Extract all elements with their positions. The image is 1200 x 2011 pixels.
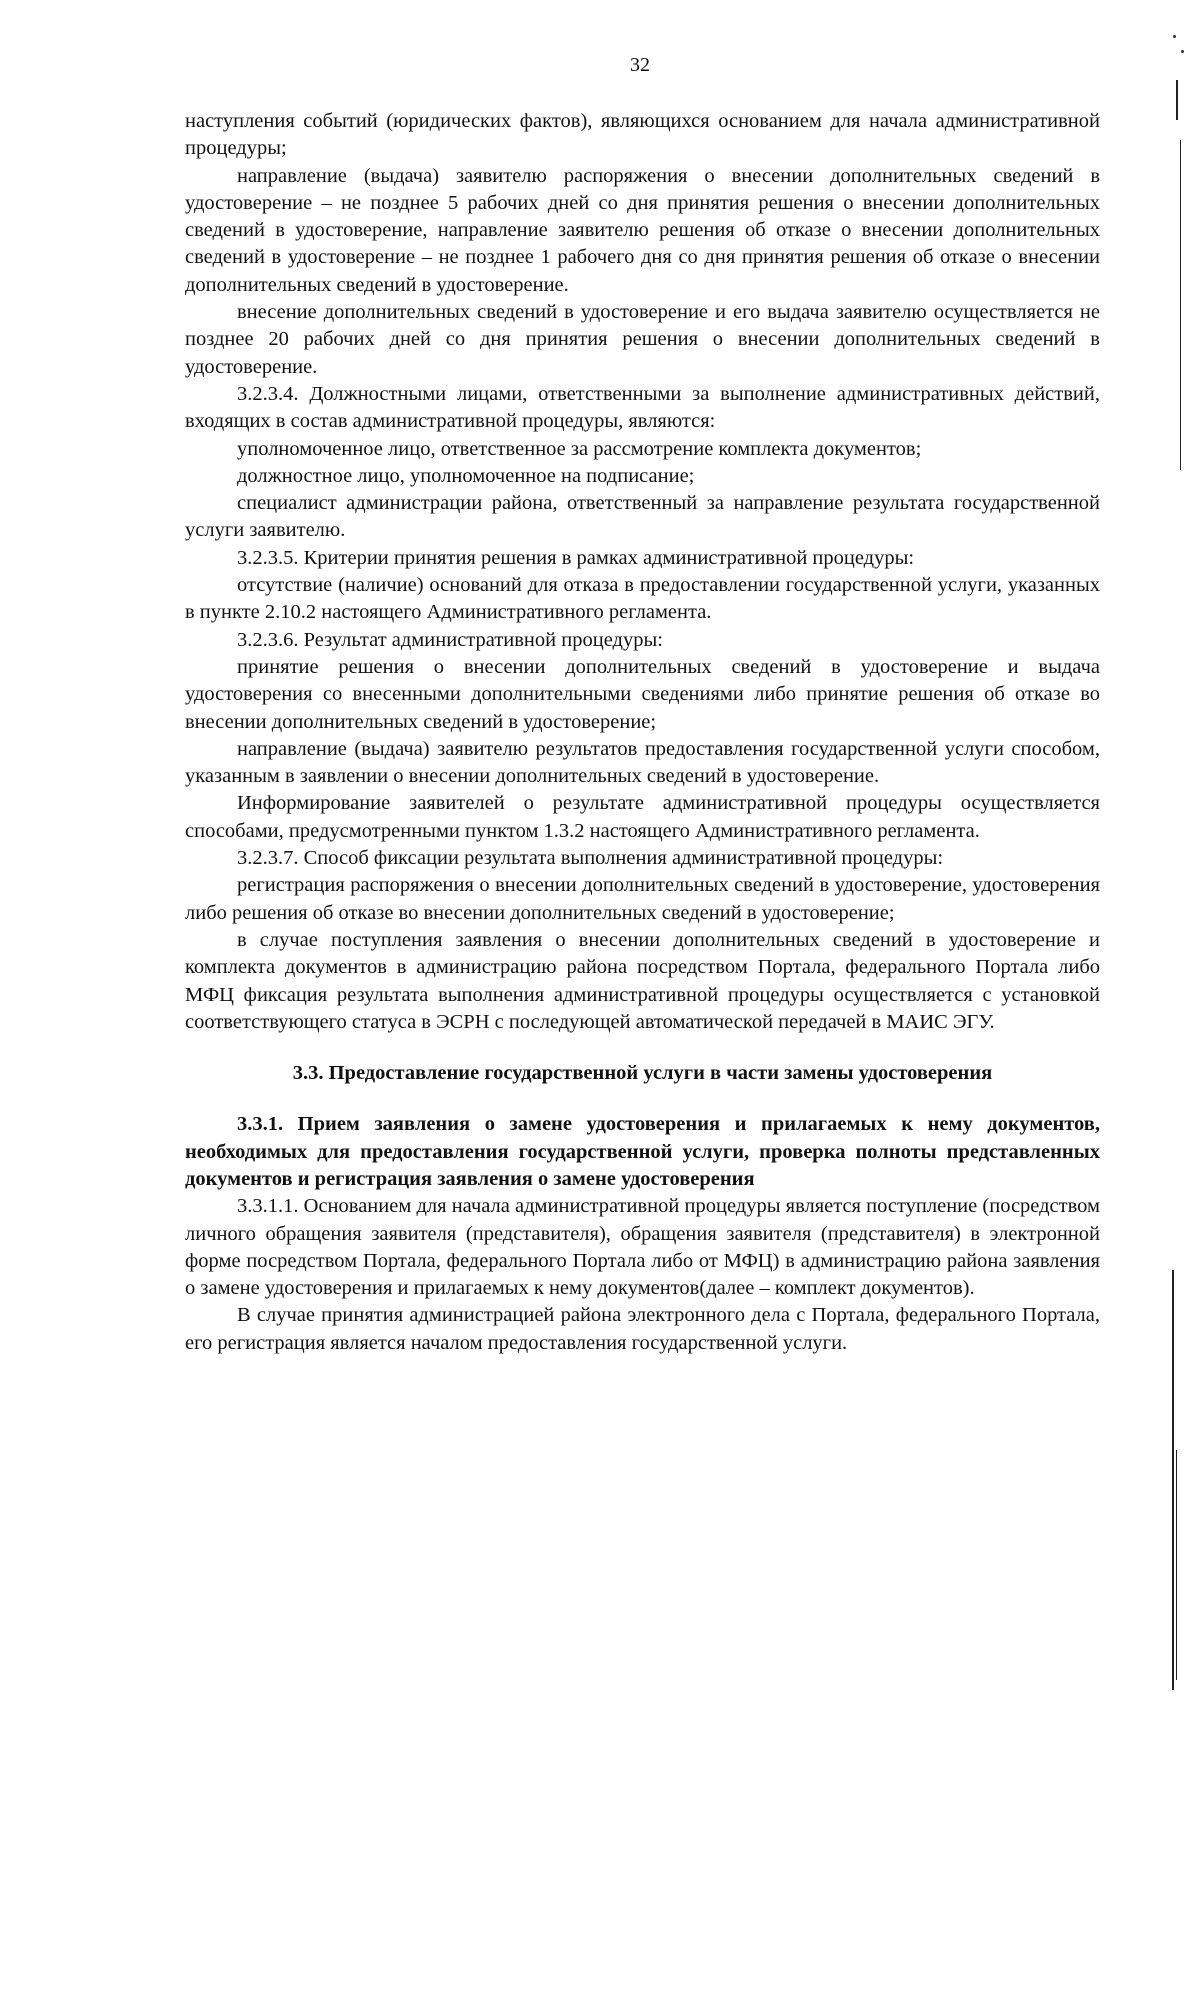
- paragraph: 3.2.3.4. Должностными лицами, ответственными за выполнение административных действий, входящих в состав административной процедуры, являются:: [185, 382, 1100, 433]
- paragraph: должностное лицо, уполномоченное на подписание;: [237, 464, 695, 487]
- scan-artifact: [1181, 50, 1184, 53]
- scan-artifact: [1180, 140, 1181, 470]
- scan-artifact: [1172, 1270, 1174, 1690]
- paragraph: направление (выдача) заявителю распоряжения о внесении дополнительных сведений в удостоверение – не позднее 5 рабочих дней со дня принятия решения о внесении дополнительных сведений в удостоверение, направление заявителю решения об отказе о внесении дополнительных сведений в удостоверение – не позднее 1 рабочего дня со дня принятия решения об отказе о внесении дополнительных сведений в удостоверение.: [185, 164, 1100, 296]
- paragraph: регистрация распоряжения о внесении дополнительных сведений в удостоверение, удостоверения либо решения об отказе во внесении дополнительных сведений в удостоверение;: [185, 874, 1100, 924]
- paragraph: В случае принятия администрацией района электронного дела с Портала, федерального Портала, его регистрация является началом предоставления государственной услуги.: [185, 1304, 1100, 1354]
- paragraph: отсутствие (наличие) оснований для отказа в предоставлении государственной услуги, указанных в пункте 2.10.2 настоящего Административного регламента.: [185, 574, 1100, 624]
- document-body: [185, 108, 1100, 1357]
- paragraph: уполномоченное лицо, ответственное за рассмотрение комплекта документов;: [237, 437, 922, 460]
- paragraph: наступления событий (юридических фактов), являющихся основанием для начала административной процедуры;: [185, 110, 1100, 160]
- paragraph: в случае поступления заявления о внесении дополнительных сведений в удостоверение и комплекта документов в администрацию района посредством Портала, федерального Портала либо МФЦ фиксация результата выполнения административной процедуры осуществляется с установкой соответствующего статуса в ЭСРН с последующей автоматической передачей в МАИС ЭГУ.: [185, 928, 1100, 1033]
- scan-artifact: [1176, 1450, 1177, 1680]
- scan-artifact: [1176, 80, 1178, 120]
- paragraph: Информирование заявителей о результате административной процедуры осуществляется способами, предусмотренными пунктом 1.3.2 настоящего Административного регламента.: [185, 792, 1100, 842]
- scan-artifact: [1173, 35, 1176, 38]
- paragraph: специалист администрации района, ответственный за направление результата государственной услуги заявителю.: [185, 492, 1100, 542]
- paragraph: внесение дополнительных сведений в удостоверение и его выдача заявителю осуществляется не позднее 20 рабочих дней со дня принятия решения о внесении дополнительных сведений в удостоверение.: [185, 301, 1100, 378]
- subsection-heading: 3.3.1. Прием заявления о замене удостоверения и прилагаемых к нему документов, необходимых для предоставления государственной услуги, проверка полноты представленных документов и регистрация заявления о замене удостоверения: [185, 1113, 1100, 1190]
- paragraph: 3.3.1.1. Основанием для начала административной процедуры является поступление (посредством личного обращения заявителя (представителя), обращения заявителя (представителя) в электронной форме посредством Портала, федерального Портала либо от МФЦ) в администрацию района заявления о замене удостоверения и прилагаемых к нему документов(далее – комплект документов).: [185, 1195, 1100, 1300]
- paragraph: направление (выдача) заявителю результатов предоставления государственной услуги способом, указанным в заявлении о внесении дополнительных сведений в удостоверение.: [185, 737, 1100, 788]
- paragraph: 3.2.3.7. Способ фиксации результата выполнения административной процедуры:: [237, 847, 944, 870]
- section-heading: 3.3. Предоставление государственной услуги в части замены удостоверения: [292, 1062, 993, 1085]
- paragraph: 3.2.3.5. Критерии принятия решения в рамках административной процедуры:: [237, 546, 915, 569]
- paragraph: 3.2.3.6. Результат административной процедуры:: [237, 628, 663, 651]
- paragraph: принятие решения о внесении дополнительных сведений в удостоверение и выдача удостоверения со внесенными дополнительными сведениями либо принятие решения об отказе во внесении дополнительных сведений в удостоверение;: [185, 655, 1100, 733]
- page-number: 32: [630, 54, 650, 76]
